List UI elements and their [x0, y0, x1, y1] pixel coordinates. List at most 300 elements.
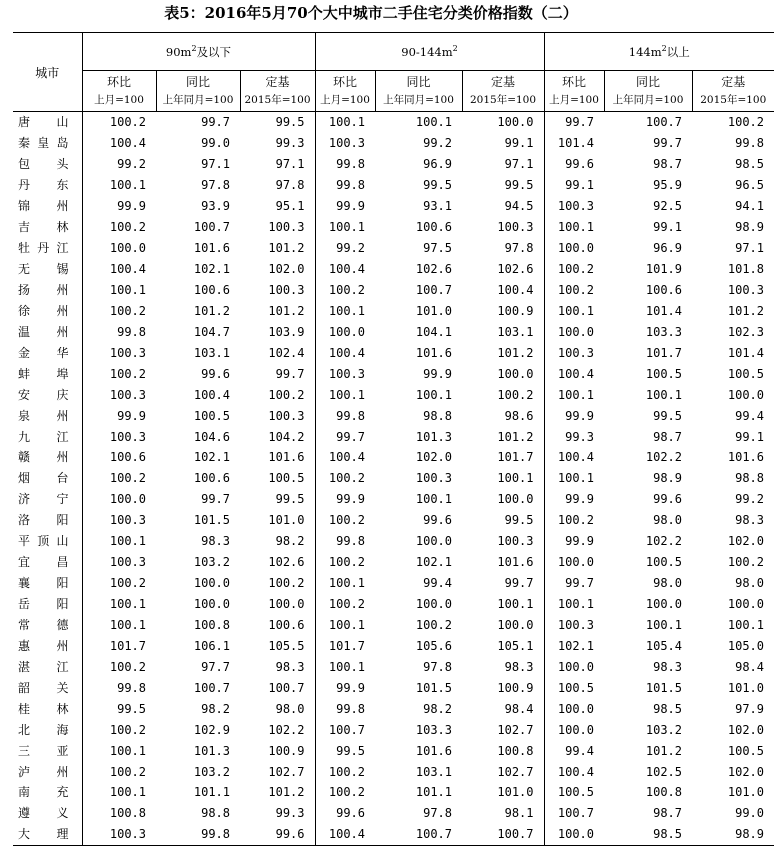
table-row [13, 552, 774, 573]
table-row [13, 447, 774, 468]
index-value: 101.2 [193, 303, 230, 318]
index-value: 98.0 [735, 576, 764, 591]
index-value: 100.0 [462, 615, 544, 636]
index-value: 101.4 [645, 303, 682, 318]
index-value: 100.6 [193, 282, 230, 297]
index-value: 100.0 [415, 597, 452, 612]
index-value: 100.1 [462, 594, 544, 615]
index-value: 101.6 [462, 552, 544, 573]
index-value: 100.5 [557, 680, 594, 695]
index-value: 99.7 [565, 115, 594, 130]
index-value: 99.8 [336, 534, 365, 549]
index-value: 100.2 [727, 115, 764, 130]
table-row [13, 698, 774, 719]
index-value: 99.8 [336, 408, 365, 423]
index-value: 99.5 [240, 489, 315, 510]
index-value: 102.1 [415, 555, 452, 570]
index-value: 100.1 [557, 597, 594, 612]
index-value: 100.0 [544, 824, 604, 845]
index-value: 98.3 [735, 513, 764, 528]
index-value: 98.9 [692, 824, 774, 845]
index-value: 100.3 [462, 531, 544, 552]
table-row [13, 531, 774, 552]
index-value: 98.4 [735, 659, 764, 674]
index-value: 99.7 [201, 115, 230, 130]
table-row [13, 468, 774, 489]
table-row [13, 300, 774, 321]
city-name: 宜昌 [13, 552, 82, 573]
index-value: 96.9 [423, 157, 452, 172]
index-value: 98.5 [735, 157, 764, 172]
index-value: 99.6 [240, 824, 315, 845]
index-value: 100.7 [193, 220, 230, 235]
index-value: 99.4 [423, 576, 452, 591]
index-value: 100.2 [328, 785, 365, 800]
city-column-header: 城市 [13, 33, 82, 112]
index-value: 99.2 [423, 136, 452, 151]
city-name: 韶关 [13, 677, 82, 698]
index-value: 99.6 [336, 806, 365, 821]
index-value: 101.5 [645, 680, 682, 695]
sub-header-yoy: 同比 上年同月=100 [604, 71, 692, 112]
index-value: 100.2 [328, 471, 365, 486]
index-value: 105.5 [240, 635, 315, 656]
page-title: 表5：2016年5月70个大中城市二手住宅分类价格指数（二） [164, 4, 578, 22]
index-value: 99.9 [565, 492, 594, 507]
index-value: 100.3 [82, 824, 156, 845]
index-value: 100.5 [645, 366, 682, 381]
index-value: 100.3 [557, 199, 594, 214]
index-value: 100.1 [109, 597, 146, 612]
index-value: 100.4 [328, 262, 365, 277]
index-value: 101.8 [727, 262, 764, 277]
index-value: 100.0 [240, 594, 315, 615]
index-value: 98.3 [201, 534, 230, 549]
index-value: 98.1 [462, 803, 544, 824]
city-name: 包头 [13, 154, 82, 175]
table-row [13, 824, 774, 845]
index-value: 100.1 [109, 178, 146, 193]
index-value: 100.0 [462, 489, 544, 510]
index-value: 101.4 [727, 345, 764, 360]
table-row [13, 615, 774, 636]
index-value: 100.0 [727, 387, 764, 402]
index-value: 105.6 [415, 638, 452, 653]
index-value: 98.3 [462, 656, 544, 677]
index-value: 97.8 [462, 238, 544, 259]
index-value: 100.3 [557, 345, 594, 360]
index-value: 99.3 [240, 133, 315, 154]
index-value: 100.9 [240, 740, 315, 761]
index-value: 100.3 [109, 345, 146, 360]
index-value: 100.2 [109, 471, 146, 486]
index-value: 100.2 [328, 597, 365, 612]
index-value: 99.2 [735, 492, 764, 507]
table-row [13, 238, 774, 259]
sub-header-mom: 环比 上月=100 [82, 71, 156, 112]
index-value: 99.0 [735, 806, 764, 821]
index-value: 97.8 [423, 806, 452, 821]
index-value: 99.3 [240, 803, 315, 824]
index-value: 98.5 [653, 701, 682, 716]
index-value: 105.0 [727, 638, 764, 653]
table-row [13, 196, 774, 217]
table-row [13, 342, 774, 363]
city-name: 扬州 [13, 280, 82, 301]
table-row [13, 363, 774, 384]
index-value: 100.0 [193, 576, 230, 591]
index-value: 100.5 [557, 785, 594, 800]
index-value: 99.9 [336, 199, 365, 214]
index-value: 104.7 [193, 324, 230, 339]
index-value: 102.0 [727, 722, 764, 737]
index-value: 100.2 [557, 262, 594, 277]
index-value: 104.2 [240, 426, 315, 447]
index-value: 101.5 [415, 680, 452, 695]
city-name: 惠州 [13, 635, 82, 656]
index-value: 100.4 [557, 450, 594, 465]
index-value: 100.3 [557, 617, 594, 632]
city-name: 湛江 [13, 656, 82, 677]
index-value: 98.9 [653, 471, 682, 486]
index-value: 100.0 [415, 534, 452, 549]
index-value: 98.6 [462, 405, 544, 426]
index-value: 100.1 [328, 576, 365, 591]
index-value: 100.3 [109, 555, 146, 570]
index-value: 100.3 [415, 471, 452, 486]
group-header-medium: $90-144m^2$ [315, 33, 544, 71]
index-value: 102.4 [240, 342, 315, 363]
table-row [13, 656, 774, 677]
index-value: 100.0 [109, 241, 146, 256]
index-value: 100.1 [557, 387, 594, 402]
index-value: 99.8 [117, 324, 146, 339]
table-row [13, 384, 774, 405]
index-value: 100.9 [462, 300, 544, 321]
index-value: 100.2 [240, 573, 315, 594]
index-value: 101.7 [328, 638, 365, 653]
index-value: 100.2 [328, 764, 365, 779]
index-value: 100.2 [109, 115, 146, 130]
table-row [13, 510, 774, 531]
index-value: 100.6 [109, 450, 146, 465]
index-value: 99.2 [336, 241, 365, 256]
index-value: 100.4 [109, 136, 146, 151]
index-value: 100.1 [109, 534, 146, 549]
index-value: 93.1 [423, 199, 452, 214]
index-value: 100.1 [415, 492, 452, 507]
city-name: 温州 [13, 321, 82, 342]
index-value: 94.5 [462, 196, 544, 217]
index-value: 100.2 [109, 764, 146, 779]
index-value: 100.1 [109, 785, 146, 800]
city-name: 大理 [13, 824, 82, 845]
index-value: 97.5 [423, 241, 452, 256]
index-value: 100.4 [193, 387, 230, 402]
index-value: 99.0 [201, 136, 230, 151]
city-name: 襄阳 [13, 573, 82, 594]
index-value: 99.2 [117, 157, 146, 172]
index-value: 101.2 [462, 342, 544, 363]
index-value: 97.1 [735, 241, 764, 256]
index-value: 98.7 [653, 806, 682, 821]
sub-header-mom: 环比 上月=100 [315, 71, 375, 112]
index-value: 102.0 [240, 259, 315, 280]
index-value: 101.1 [415, 785, 452, 800]
index-value: 99.1 [565, 178, 594, 193]
index-value: 101.0 [240, 510, 315, 531]
index-value: 100.1 [109, 743, 146, 758]
sub-header-base: 定基 2015年=100 [240, 71, 315, 112]
index-value: 98.3 [240, 656, 315, 677]
index-value: 100.0 [193, 597, 230, 612]
index-value: 103.1 [462, 321, 544, 342]
city-name: 金华 [13, 342, 82, 363]
index-value: 99.6 [423, 513, 452, 528]
index-value: 99.9 [336, 680, 365, 695]
index-value: 100.8 [193, 617, 230, 632]
index-value: 102.0 [727, 764, 764, 779]
index-value: 100.7 [328, 722, 365, 737]
index-value: 100.1 [328, 220, 365, 235]
index-value: 99.6 [201, 366, 230, 381]
index-value: 101.0 [727, 680, 764, 695]
index-value: 100.7 [415, 282, 452, 297]
index-value: 100.4 [328, 345, 365, 360]
index-value: 102.7 [240, 761, 315, 782]
index-value: 101.6 [193, 241, 230, 256]
index-value: 101.2 [240, 300, 315, 321]
index-value: 92.5 [653, 199, 682, 214]
city-name: 安庆 [13, 384, 82, 405]
index-value: 97.1 [240, 154, 315, 175]
index-value: 98.7 [653, 429, 682, 444]
index-value: 99.1 [735, 429, 764, 444]
index-value: 99.9 [423, 366, 452, 381]
index-value: 95.9 [653, 178, 682, 193]
city-name: 平顶山 [13, 531, 82, 552]
index-value: 102.7 [462, 761, 544, 782]
table-row [13, 594, 774, 615]
index-value: 98.0 [653, 576, 682, 591]
index-value: 98.8 [735, 471, 764, 486]
index-value: 98.5 [604, 824, 692, 845]
index-value: 101.2 [462, 426, 544, 447]
index-value: 100.4 [109, 262, 146, 277]
index-value: 100.2 [109, 576, 146, 591]
index-value: 101.3 [193, 743, 230, 758]
index-value: 100.1 [328, 617, 365, 632]
index-value: 100.4 [462, 280, 544, 301]
index-value: 100.8 [645, 785, 682, 800]
table-row [13, 635, 774, 656]
table-row [13, 175, 774, 196]
index-value: 99.7 [240, 363, 315, 384]
index-value: 100.1 [415, 387, 452, 402]
table-row [13, 154, 774, 175]
index-value: 101.9 [645, 262, 682, 277]
index-value: 105.1 [462, 635, 544, 656]
index-value: 100.1 [328, 387, 365, 402]
table-row [13, 761, 774, 782]
table-row [13, 321, 774, 342]
index-value: 100.1 [645, 387, 682, 402]
index-value: 99.5 [462, 175, 544, 196]
index-value: 100.3 [727, 282, 764, 297]
sub-header-mom: 环比 上月=100 [544, 71, 604, 112]
index-value: 100.2 [328, 513, 365, 528]
index-value: 100.2 [462, 384, 544, 405]
index-value: 101.2 [240, 782, 315, 803]
index-value: 99.6 [653, 492, 682, 507]
index-value: 99.5 [653, 408, 682, 423]
index-value: 103.3 [415, 722, 452, 737]
index-value: 101.1 [193, 785, 230, 800]
index-value: 100.4 [557, 764, 594, 779]
index-value: 100.7 [645, 115, 682, 130]
city-name: 烟台 [13, 468, 82, 489]
index-value: 102.2 [645, 534, 682, 549]
table-body [13, 112, 774, 846]
index-value: 101.2 [240, 238, 315, 259]
index-value: 99.5 [117, 701, 146, 716]
index-value: 100.2 [109, 659, 146, 674]
index-value: 102.1 [193, 262, 230, 277]
sub-header-yoy: 同比 上年同月=100 [375, 71, 462, 112]
city-name: 桂林 [13, 698, 82, 719]
city-name: 北海 [13, 719, 82, 740]
index-value: 100.0 [557, 722, 594, 737]
index-value: 100.7 [462, 824, 544, 845]
index-value: 100.1 [328, 303, 365, 318]
index-value: 100.2 [109, 303, 146, 318]
index-value: 102.1 [557, 638, 594, 653]
index-value: 103.1 [415, 764, 452, 779]
index-value: 99.5 [336, 743, 365, 758]
index-value: 99.6 [565, 157, 594, 172]
index-value: 101.7 [462, 447, 544, 468]
index-value: 94.1 [735, 199, 764, 214]
index-value: 100.7 [193, 680, 230, 695]
city-name: 常德 [13, 615, 82, 636]
index-value: 101.6 [415, 743, 452, 758]
index-value: 93.9 [201, 199, 230, 214]
index-value: 99.8 [336, 157, 365, 172]
index-value: 98.8 [423, 408, 452, 423]
index-value: 100.4 [328, 450, 365, 465]
city-name: 牡丹江 [13, 238, 82, 259]
city-name: 泉州 [13, 405, 82, 426]
index-value: 106.1 [193, 638, 230, 653]
index-value: 101.0 [727, 785, 764, 800]
table-row [13, 217, 774, 238]
index-value: 99.3 [565, 429, 594, 444]
index-value: 103.2 [193, 555, 230, 570]
index-value: 99.1 [462, 133, 544, 154]
index-value: 100.0 [557, 241, 594, 256]
index-value: 101.2 [645, 743, 682, 758]
index-value: 102.6 [415, 262, 452, 277]
index-value: 100.3 [240, 405, 315, 426]
index-value: 100.0 [727, 597, 764, 612]
index-value: 100.3 [328, 366, 365, 381]
index-value: 100.1 [109, 282, 146, 297]
index-value: 99.4 [565, 743, 594, 758]
index-value: 97.1 [462, 154, 544, 175]
index-value: 96.5 [735, 178, 764, 193]
index-value: 100.3 [462, 217, 544, 238]
index-value: 103.3 [645, 324, 682, 339]
index-value: 100.0 [557, 324, 594, 339]
index-value: 98.2 [240, 531, 315, 552]
index-value: 100.6 [240, 615, 315, 636]
sub-header-yoy: 同比 上年同月=100 [156, 71, 240, 112]
table-row [13, 782, 774, 803]
index-value: 99.4 [735, 408, 764, 423]
price-index-table [13, 32, 774, 846]
index-value: 100.5 [727, 366, 764, 381]
index-value: 100.2 [109, 722, 146, 737]
city-name: 无锡 [13, 259, 82, 280]
table-row [13, 405, 774, 426]
table-row [13, 803, 774, 824]
index-value: 100.0 [462, 363, 544, 384]
sub-header-base: 定基 2015年=100 [462, 71, 544, 112]
index-value: 99.5 [423, 178, 452, 193]
index-value: 99.9 [336, 492, 365, 507]
index-value: 100.9 [462, 677, 544, 698]
index-value: 100.0 [557, 659, 594, 674]
city-name: 丹东 [13, 175, 82, 196]
index-value: 97.7 [201, 659, 230, 674]
index-value: 102.9 [193, 722, 230, 737]
index-value: 100.8 [462, 740, 544, 761]
index-value: 100.3 [109, 387, 146, 402]
index-value: 99.7 [462, 573, 544, 594]
city-name: 徐州 [13, 300, 82, 321]
index-value: 102.6 [240, 552, 315, 573]
index-value: 104.6 [193, 429, 230, 444]
index-value: 99.9 [117, 408, 146, 423]
index-value: 99.8 [336, 701, 365, 716]
index-value: 101.3 [415, 429, 452, 444]
city-name: 蚌埠 [13, 363, 82, 384]
index-value: 99.9 [565, 534, 594, 549]
index-value: 100.0 [557, 555, 594, 570]
index-value: 99.9 [565, 408, 594, 423]
index-value: 99.8 [117, 680, 146, 695]
index-value: 100.1 [557, 471, 594, 486]
table-row [13, 677, 774, 698]
group-header-large: $144m^2$以上 [544, 33, 774, 71]
table-row [13, 719, 774, 740]
index-value: 99.1 [653, 220, 682, 235]
city-name: 唐山 [13, 112, 82, 133]
index-value: 103.1 [193, 345, 230, 360]
city-name: 秦皇岛 [13, 133, 82, 154]
table-row [13, 112, 774, 133]
index-value: 99.5 [462, 510, 544, 531]
index-value: 100.2 [557, 282, 594, 297]
index-value: 99.7 [336, 429, 365, 444]
table-row [13, 740, 774, 761]
index-value: 103.9 [240, 321, 315, 342]
index-value: 100.2 [328, 555, 365, 570]
index-value: 101.6 [240, 447, 315, 468]
index-value: 100.2 [109, 220, 146, 235]
index-value: 98.4 [462, 698, 544, 719]
index-value: 100.3 [328, 136, 365, 151]
